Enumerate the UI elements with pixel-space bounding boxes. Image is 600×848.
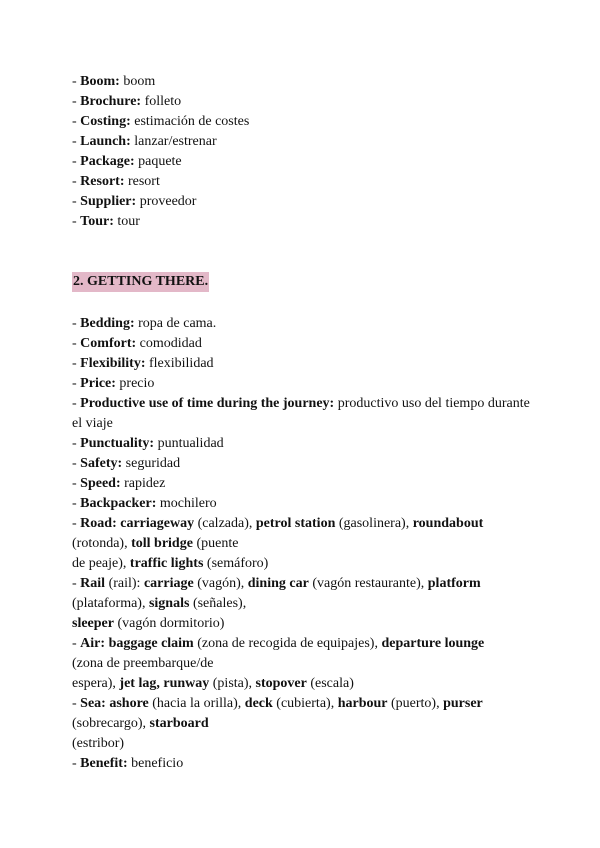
vocabulary-list-1 (72, 72, 532, 232)
rail-entry: - Rail (rail): carriage (vagón), dining car (vagón restaurante), platform (plataforma), signals (señales), sleeper (vagón dormitorio) (72, 576, 481, 631)
list-item: - Resort: resort (72, 174, 160, 189)
list-item: - Speed: rapidez (72, 476, 166, 491)
list-item: - Costing: estimación de costes (72, 114, 250, 129)
list-item: - Bedding: ropa de cama. (72, 316, 217, 331)
list-item: - Price: precio (72, 376, 155, 391)
list-item: - Productive use of time during the journey: productivo uso del tiempo durante el viaje (72, 396, 530, 431)
road-entry: - Road: carriageway (calzada), petrol station (gasolinera), roundabout (rotonda), toll bridge (puente de peaje), traffic lights (semáforo) (72, 516, 484, 571)
list-item: - Launch: lanzar/estrenar (72, 134, 217, 149)
list-item: - Safety: seguridad (72, 456, 181, 471)
list-item: - Supplier: proveedor (72, 194, 197, 209)
section-heading: 2. GETTING THERE. (72, 272, 209, 292)
list-item: - Tour: tour (72, 214, 140, 229)
air-entry: - Air: baggage claim (zona de recogida de equipajes), departure lounge (zona de preembarque/de espera), jet lag, runway (pista), stopover (escala) (72, 636, 485, 691)
list-item: - Backpacker: mochilero (72, 496, 217, 511)
list-item: - Benefit: beneficio (72, 756, 184, 771)
list-item: - Brochure: folleto (72, 94, 182, 109)
sea-entry: - Sea: ashore (hacia la orilla), deck (cubierta), harbour (puerto), purser (sobrecargo), starboard (estribor) (72, 696, 483, 751)
vocabulary-list-2 (72, 314, 532, 774)
list-item: - Package: paquete (72, 154, 182, 169)
list-item: - Flexibility: flexibilidad (72, 356, 214, 371)
list-item: - Punctuality: puntualidad (72, 436, 224, 451)
list-item: - Boom: boom (72, 74, 156, 89)
list-item: - Comfort: comodidad (72, 336, 202, 351)
